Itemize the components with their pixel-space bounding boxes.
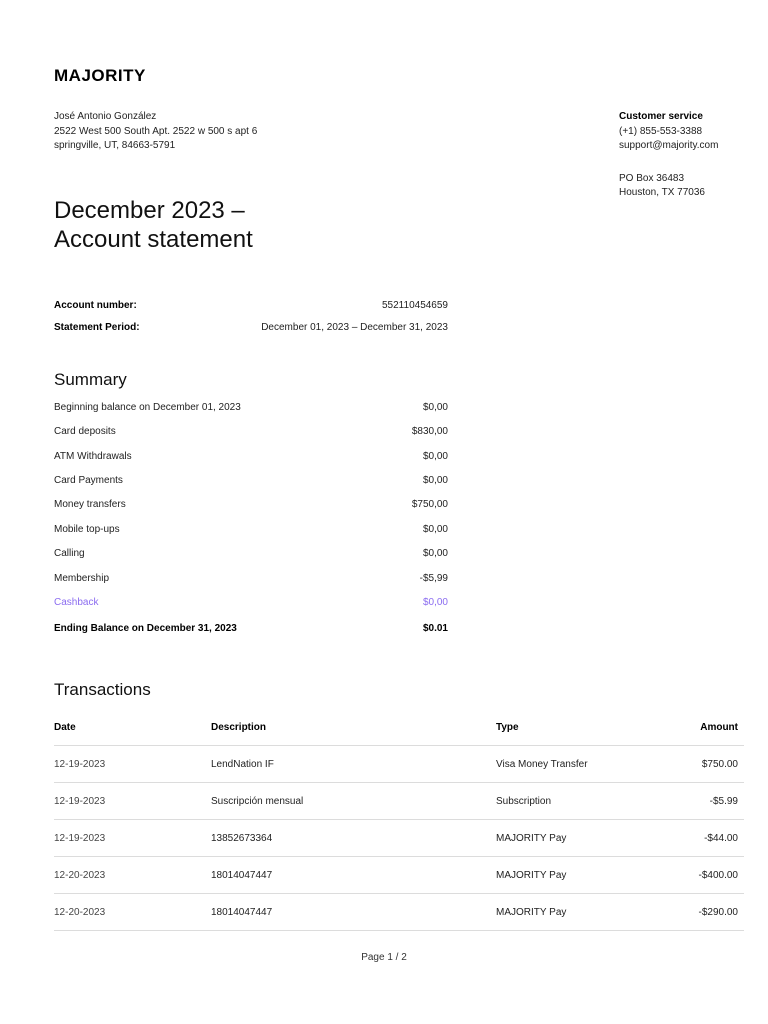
customer-service-phone[interactable]: (+1) 855-553-3388 [619, 125, 703, 137]
customer-name: José Antonio González [54, 111, 157, 122]
summary-heading: Summary [54, 370, 127, 389]
summary-row-label: Membership [54, 573, 110, 584]
cell-amount: -$400.00 [698, 869, 738, 881]
page-title [54, 196, 253, 254]
customer-service-label: Customer service [619, 111, 703, 122]
cell-amount: -$5.99 [709, 795, 738, 807]
summary-row-value: -$5,99 [419, 573, 448, 584]
column-header-description: Description [211, 721, 267, 733]
summary-row-label: ATM Withdrawals [54, 451, 132, 462]
summary-row-value: $0,00 [422, 451, 448, 462]
title-line-2: Account statement [54, 226, 253, 253]
brand-logo: MAJORITY [54, 66, 146, 85]
table-row [54, 820, 744, 857]
summary-row [54, 548, 448, 559]
summary-row-label: Mobile top-ups [54, 524, 120, 535]
cell-description: 18014047447 [211, 869, 273, 881]
column-header-amount: Amount [700, 721, 738, 733]
summary-row [54, 573, 448, 584]
summary-row-value: $0,00 [422, 548, 448, 559]
transactions-heading: Transactions [54, 680, 151, 699]
summary-row [54, 499, 448, 510]
summary-row-label: Calling [54, 548, 85, 559]
cell-date: 12-19-2023 [54, 758, 106, 770]
page-number: Page 1 / 2 [361, 952, 407, 963]
summary-row-label: Beginning balance on December 01, 2023 [54, 402, 241, 413]
ending-balance-value: $0.01 [422, 623, 448, 634]
ending-balance-label: Ending Balance on December 31, 2023 [54, 623, 237, 634]
cell-type: MAJORITY Pay [496, 832, 567, 844]
customer-address [54, 110, 257, 154]
cashback-label: Cashback [54, 597, 99, 608]
address-line-2: springville, UT, 84663-5791 [54, 140, 176, 151]
statement-period-value: December 01, 2023 – December 31, 2023 [261, 322, 448, 333]
table-row [54, 857, 744, 894]
cell-description: 18014047447 [211, 906, 273, 918]
cell-amount: -$44.00 [704, 832, 738, 844]
cell-date: 12-20-2023 [54, 869, 106, 881]
cell-description: 13852673364 [211, 832, 273, 844]
cell-description: LendNation IF [211, 758, 274, 770]
summary-row-value: $750,00 [411, 499, 448, 510]
summary-row-value: $0,00 [422, 524, 448, 535]
cell-type: MAJORITY Pay [496, 869, 567, 881]
summary-row [54, 426, 448, 437]
cell-type: Visa Money Transfer [496, 758, 588, 770]
transactions-table [54, 709, 744, 931]
column-header-type: Type [496, 721, 519, 733]
summary-row-label: Money transfers [54, 499, 126, 510]
cell-type: MAJORITY Pay [496, 906, 567, 918]
summary-row-label: Card Payments [54, 475, 123, 486]
summary-row-cashback [54, 597, 448, 608]
summary-row-label: Card deposits [54, 426, 116, 437]
summary-row [54, 475, 448, 486]
account-number-row [54, 300, 448, 311]
summary-row [54, 524, 448, 535]
table-row [54, 783, 744, 820]
summary-row-value: $830,00 [411, 426, 448, 437]
cashback-value: $0,00 [422, 597, 448, 608]
cell-date: 12-19-2023 [54, 795, 106, 807]
cell-description: Suscripción mensual [211, 795, 304, 807]
customer-service-block [619, 110, 718, 201]
summary-row [54, 451, 448, 462]
address-line-1: 2522 West 500 South Apt. 2522 w 500 s apt 6 [54, 125, 258, 137]
account-number-label: Account number: [54, 300, 137, 311]
statement-period-row [54, 322, 448, 333]
cell-type: Subscription [496, 795, 552, 807]
cell-amount: $750.00 [701, 758, 738, 770]
cell-date: 12-20-2023 [54, 906, 106, 918]
account-number-value: 552110454659 [382, 300, 448, 311]
po-box: PO Box 36483 [619, 172, 685, 184]
po-box-city: Houston, TX 77036 [619, 187, 705, 198]
column-header-date: Date [54, 721, 76, 733]
customer-service-email[interactable]: support@majority.com [619, 140, 719, 151]
ending-balance-row [54, 623, 448, 634]
summary-row [54, 402, 448, 413]
table-header [54, 709, 744, 746]
summary-row-value: $0,00 [422, 402, 448, 413]
cell-date: 12-19-2023 [54, 832, 106, 844]
table-row [54, 894, 744, 931]
table-row [54, 746, 744, 783]
title-line-1: December 2023 – [54, 197, 245, 224]
statement-period-label: Statement Period: [54, 322, 140, 333]
summary-row-value: $0,00 [422, 475, 448, 486]
cell-amount: -$290.00 [698, 906, 738, 918]
